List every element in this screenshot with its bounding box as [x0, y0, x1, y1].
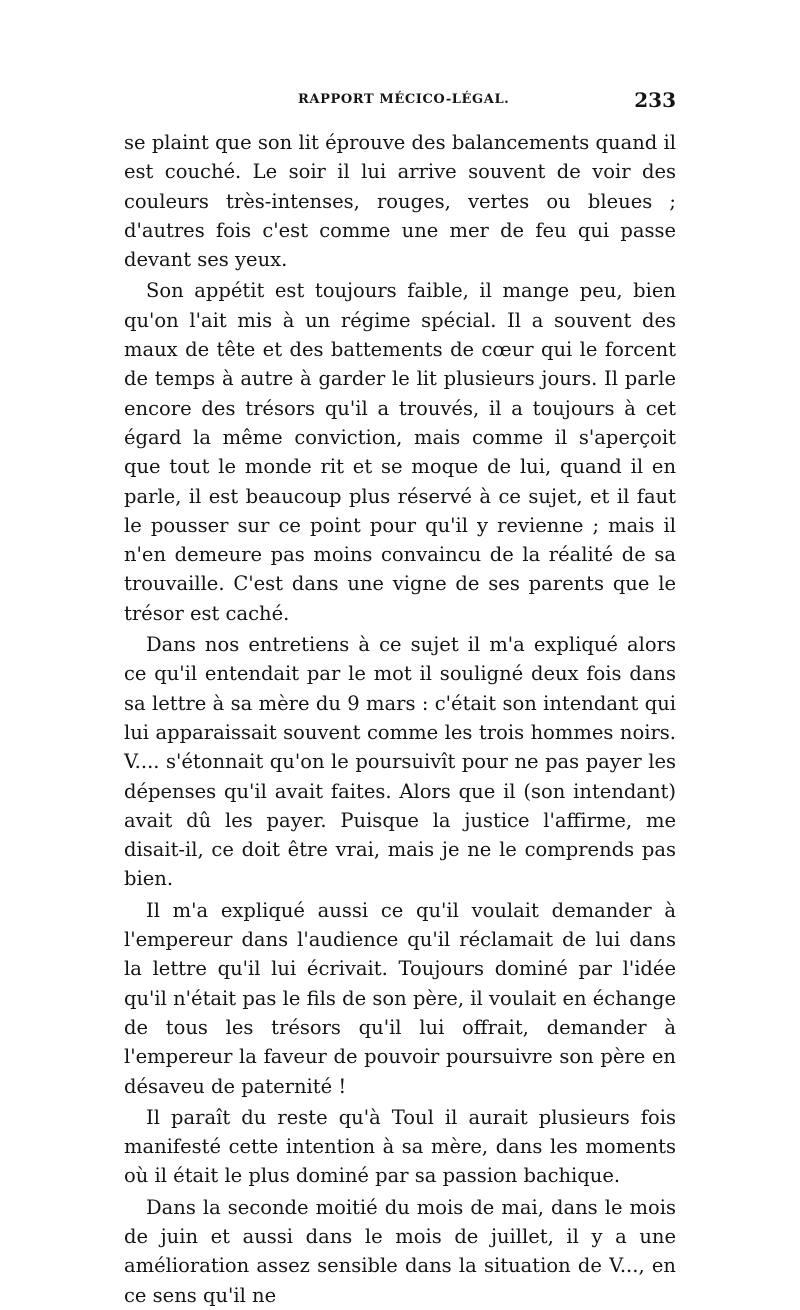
paragraph-1: se plaint que son lit éprouve des balancements quand il est couché. Le soir il lui arrive souvent de voir des couleurs très-intenses, rouges, vertes ou bleues ; d'autres fois c'est comme une mer de feu qui passe devant ses yeux.	[124, 131, 676, 272]
body-text	[124, 128, 676, 1310]
page-number: 233	[634, 88, 676, 112]
running-header	[124, 88, 676, 116]
paragraph-4: Il m'a expliqué aussi ce qu'il voulait demander à l'empereur dans l'audience qu'il réclamait de lui dans la lettre qu'il lui écrivait. Toujours dominé par l'idée qu'il n'était pas le fils de son père, il voulait en échange de tous les trésors qu'il lui offrait, demander à l'empereur la faveur de pouvoir poursuivre son père en désaveu de paternité !	[124, 898, 676, 1098]
paragraph-6: Dans la seconde moitié du mois de mai, dans le mois de juin et aussi dans le mois de juillet, il y a une amélioration assez sensible dans la situation de V..., en ce sens qu'il ne	[124, 1195, 676, 1307]
paragraph-2: Son appétit est toujours faible, il mange peu, bien qu'on l'ait mis à un régime spécial. Il a souvent des maux de tête et des battements de cœur qui le forcent de temps à autre à garder le lit plusieurs jours. Il parle encore des trésors qu'il a trouvés, il a toujours à cet égard la même conviction, mais comme il s'aperçoit que tout le monde rit et se moque de lui, quand il en parle, il est beaucoup plus réservé à ce sujet, et il faut le pousser sur ce point pour qu'il y revienne ; mais il n'en demeure pas moins convaincu de la réalité de sa trouvaille. C'est dans une vigne de ses parents que le trésor est caché.	[124, 279, 676, 625]
running-title: RAPPORT MÉCICO-LÉGAL.	[298, 92, 510, 107]
paragraph-3: Dans nos entretiens à ce sujet il m'a expliqué alors ce qu'il entendait par le mot il souligné deux fois dans sa lettre à sa mère du 9 mars : c'était son intendant qui lui apparaissait souvent comme les trois hommes noirs. V.... s'étonnait qu'on le poursuivît pour ne pas payer les dépenses qu'il avait faites. Alors que il (son intendant) avait dû les payer. Puisque la justice l'affirme, me disait-il, ce doit être vrai, mais je ne le comprends pas bien.	[124, 633, 676, 891]
book-page	[124, 88, 676, 1307]
paragraph-5: Il paraît du reste qu'à Toul il aurait plusieurs fois manifesté cette intention à sa mère, dans les moments où il était le plus dominé par sa passion bachique.	[124, 1105, 676, 1188]
